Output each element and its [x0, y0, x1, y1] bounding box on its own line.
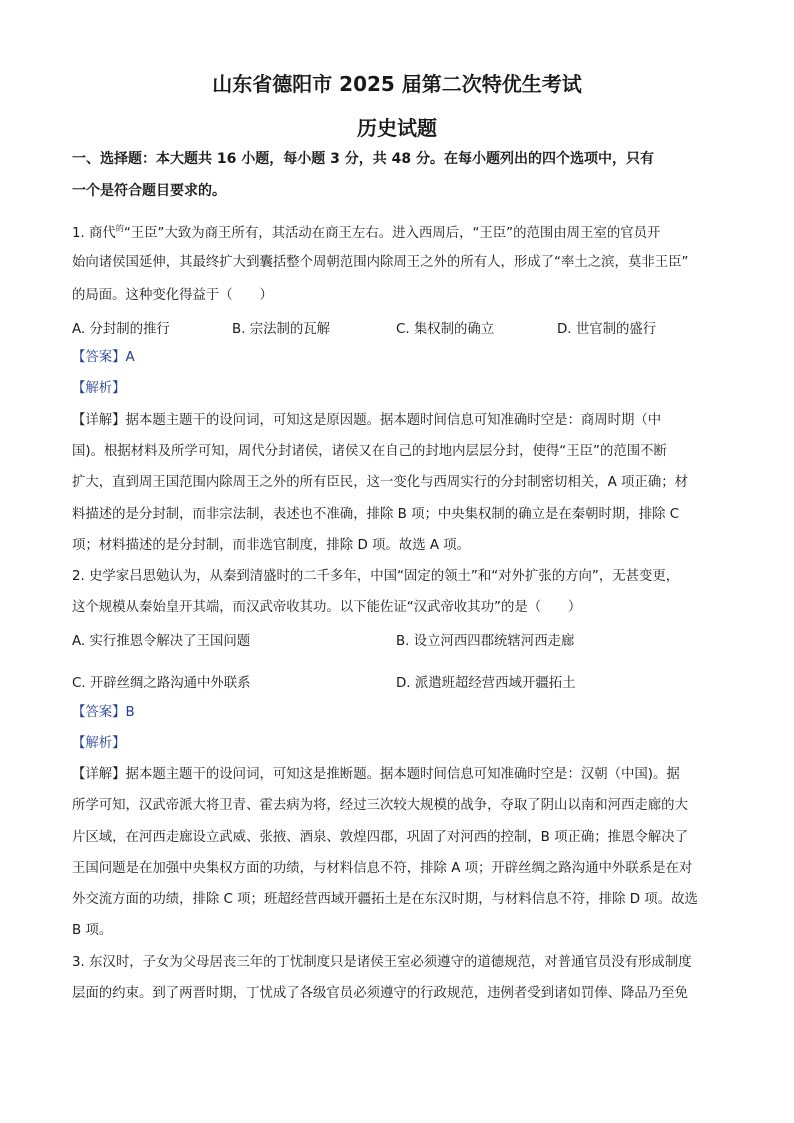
- q1-stem-line-2: 始向诸侯国延伸，其最终扩大到囊括整个周朝范围内除周王之外的所有人，形成了“率土之滨，莫非王臣”: [72, 255, 689, 270]
- q1-stem-line-3: 的局面。这种变化得益于（ ）: [72, 288, 273, 303]
- q2-option-d: D. 派遣班超经营西域开疆拓土: [396, 676, 576, 691]
- q1-number: 1. 商代: [72, 226, 116, 241]
- q2-stem-line-2: 这个规模从秦始皇开其端，而汉武帝收其功。以下能佐证“汉武帝收其功”的是（ ）: [72, 600, 582, 615]
- q1-detail-line-2: 国)。根据材料及所学可知，周代分封诸侯，诸侯又在自己的封地内层层分封，使得“王臣”的范围不断: [72, 444, 667, 459]
- q1-option-a: A. 分封制的推行: [72, 322, 170, 337]
- q2-option-a: A. 实行推恩令解决了王国问题: [72, 634, 251, 649]
- q2-option-b: B. 设立河西四郡统辖河西走廊: [396, 634, 575, 649]
- q2-analysis-label: 【解析】: [72, 736, 126, 751]
- q2-detail-line-6: B 项。: [72, 923, 113, 938]
- q2-detail-line-3: 片区域，在河西走廊设立武威、张掖、酒泉、敦煌四郡，巩固了对河西的控制，B 项正确；推恩令解决了: [72, 830, 689, 845]
- q1-detail-line-1: 【详解】据本题主题干的设问词，可知这是原因题。据本题时间信息可知准确时空是：商周时期（中: [72, 413, 662, 428]
- q1-stem-line-1: [72, 219, 722, 244]
- q1-detail-line-4: 料描述的是分封制，而非宗法制，表述也不准确，排除 B 项；中央集权制的确立是在秦朝时期，排除 C: [72, 507, 680, 522]
- q1-option-c: C. 集权制的确立: [396, 322, 495, 337]
- q2-detail-line-1: 【详解】据本题主题干的设问词，可知这是推断题。据本题时间信息可知准确时空是：汉朝（中国)。据: [72, 767, 680, 782]
- q3-stem-line-1: 3. 东汉时，子女为父母居丧三年的丁忧制度只是诸侯王室必须遵守的道德规范，对普通官员没有形成制度: [72, 955, 692, 970]
- q2-answer: 【答案】B: [72, 705, 135, 720]
- q1-analysis-label: 【解析】: [72, 381, 126, 396]
- q2-detail-line-4: 王国问题是在加强中央集权方面的功绩，与材料信息不符，排除 A 项；开辟丝绸之路沟通中外联系是在对: [72, 861, 693, 876]
- section-instruction-line-2: 一个是符合题目要求的。: [72, 183, 226, 199]
- exam-title: 山东省德阳市 2025 届第二次特优生考试: [212, 72, 582, 96]
- q1-option-d: D. 世官制的盛行: [557, 322, 657, 337]
- q1-answer: 【答案】A: [72, 350, 135, 365]
- subject-title: 历史试题: [357, 116, 437, 140]
- section-instruction-line-1: 一、选择题：本大题共 16 小题，每小题 3 分，共 48 分。在每小题列出的四个选项中，只有: [72, 151, 654, 167]
- q1-superscript: 的: [115, 224, 124, 233]
- q3-stem-line-2: 层面的约束。到了两晋时期，丁忧成了各级官员必须遵守的行政规范，违例者受到诸如罚俸、降品乃至免: [72, 986, 688, 1001]
- q2-detail-line-2: 所学可知，汉武帝派大将卫青、霍去病为将，经过三次较大规模的战争，夺取了阴山以南和河西走廊的大: [72, 798, 688, 813]
- q1-stem-text: “王臣”大致为商王所有，其活动在商王左右。进入西周后，“王臣”的范围由周王室的官员开: [123, 226, 661, 241]
- q2-option-c: C. 开辟丝绸之路沟通中外联系: [72, 676, 251, 691]
- q2-detail-line-5: 外交流方面的功绩，排除 C 项；班超经营西域开疆拓土是在东汉时期，与材料信息不符，排除 D 项。故选: [72, 892, 698, 907]
- q1-detail-line-3: 扩大，直到周王国范围内除周王之外的所有臣民，这一变化与西周实行的分封制密切相关，A 项正确；材: [72, 475, 688, 490]
- q1-option-b: B. 宗法制的瓦解: [232, 322, 331, 337]
- q1-detail-line-5: 项；材料描述的是分封制，而非选官制度，排除 D 项。故选 A 项。: [72, 538, 471, 553]
- q2-stem-line-1: 2. 史学家吕思勉认为，从秦到清盛时的二千多年，中国“固定的领土”和“对外扩张的方向”，无甚变更，: [72, 569, 680, 584]
